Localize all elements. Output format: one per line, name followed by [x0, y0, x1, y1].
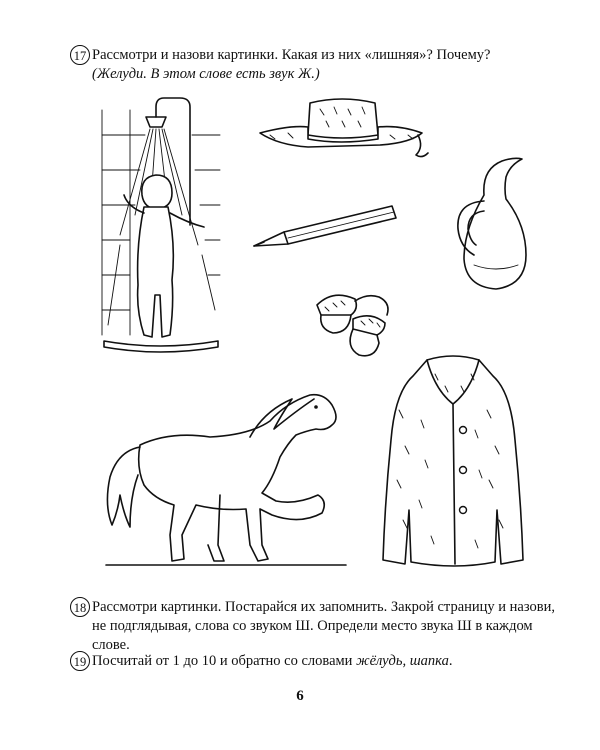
acorns-illustration — [305, 285, 405, 360]
task-19-text: Посчитай от 1 до 10 и обратно со словами — [92, 653, 357, 669]
shower-child-illustration — [100, 95, 225, 365]
task-18-text: Рассмотри картинки. Постарайся их запомнить. Закрой страницу и назови, не подглядывая, слова со звуком Ш. Определи место звука Ш в каждом слове. — [92, 599, 555, 653]
task-number-19: 19 — [70, 651, 90, 671]
fur-coat-illustration — [375, 350, 530, 575]
task-17 — [73, 46, 562, 84]
task-19-words: жёлудь, шапка — [356, 653, 449, 669]
task-number-17: 17 — [70, 45, 90, 65]
horse-illustration — [100, 385, 350, 570]
task-18 — [73, 598, 562, 655]
task-number-18: 18 — [70, 597, 90, 617]
task-19 — [73, 652, 562, 671]
task-17-text: Рассмотри и назови картинки. Какая из них «лишняя»? Почему? — [92, 47, 491, 63]
task-17-answer: (Желуди. В этом слове есть звук Ж.) — [92, 66, 320, 82]
task-19-period: . — [448, 653, 453, 669]
jug-illustration — [450, 155, 535, 295]
pencil-illustration — [250, 198, 400, 253]
fur-hat-illustration — [250, 95, 435, 165]
page-number: 6 — [296, 688, 304, 704]
